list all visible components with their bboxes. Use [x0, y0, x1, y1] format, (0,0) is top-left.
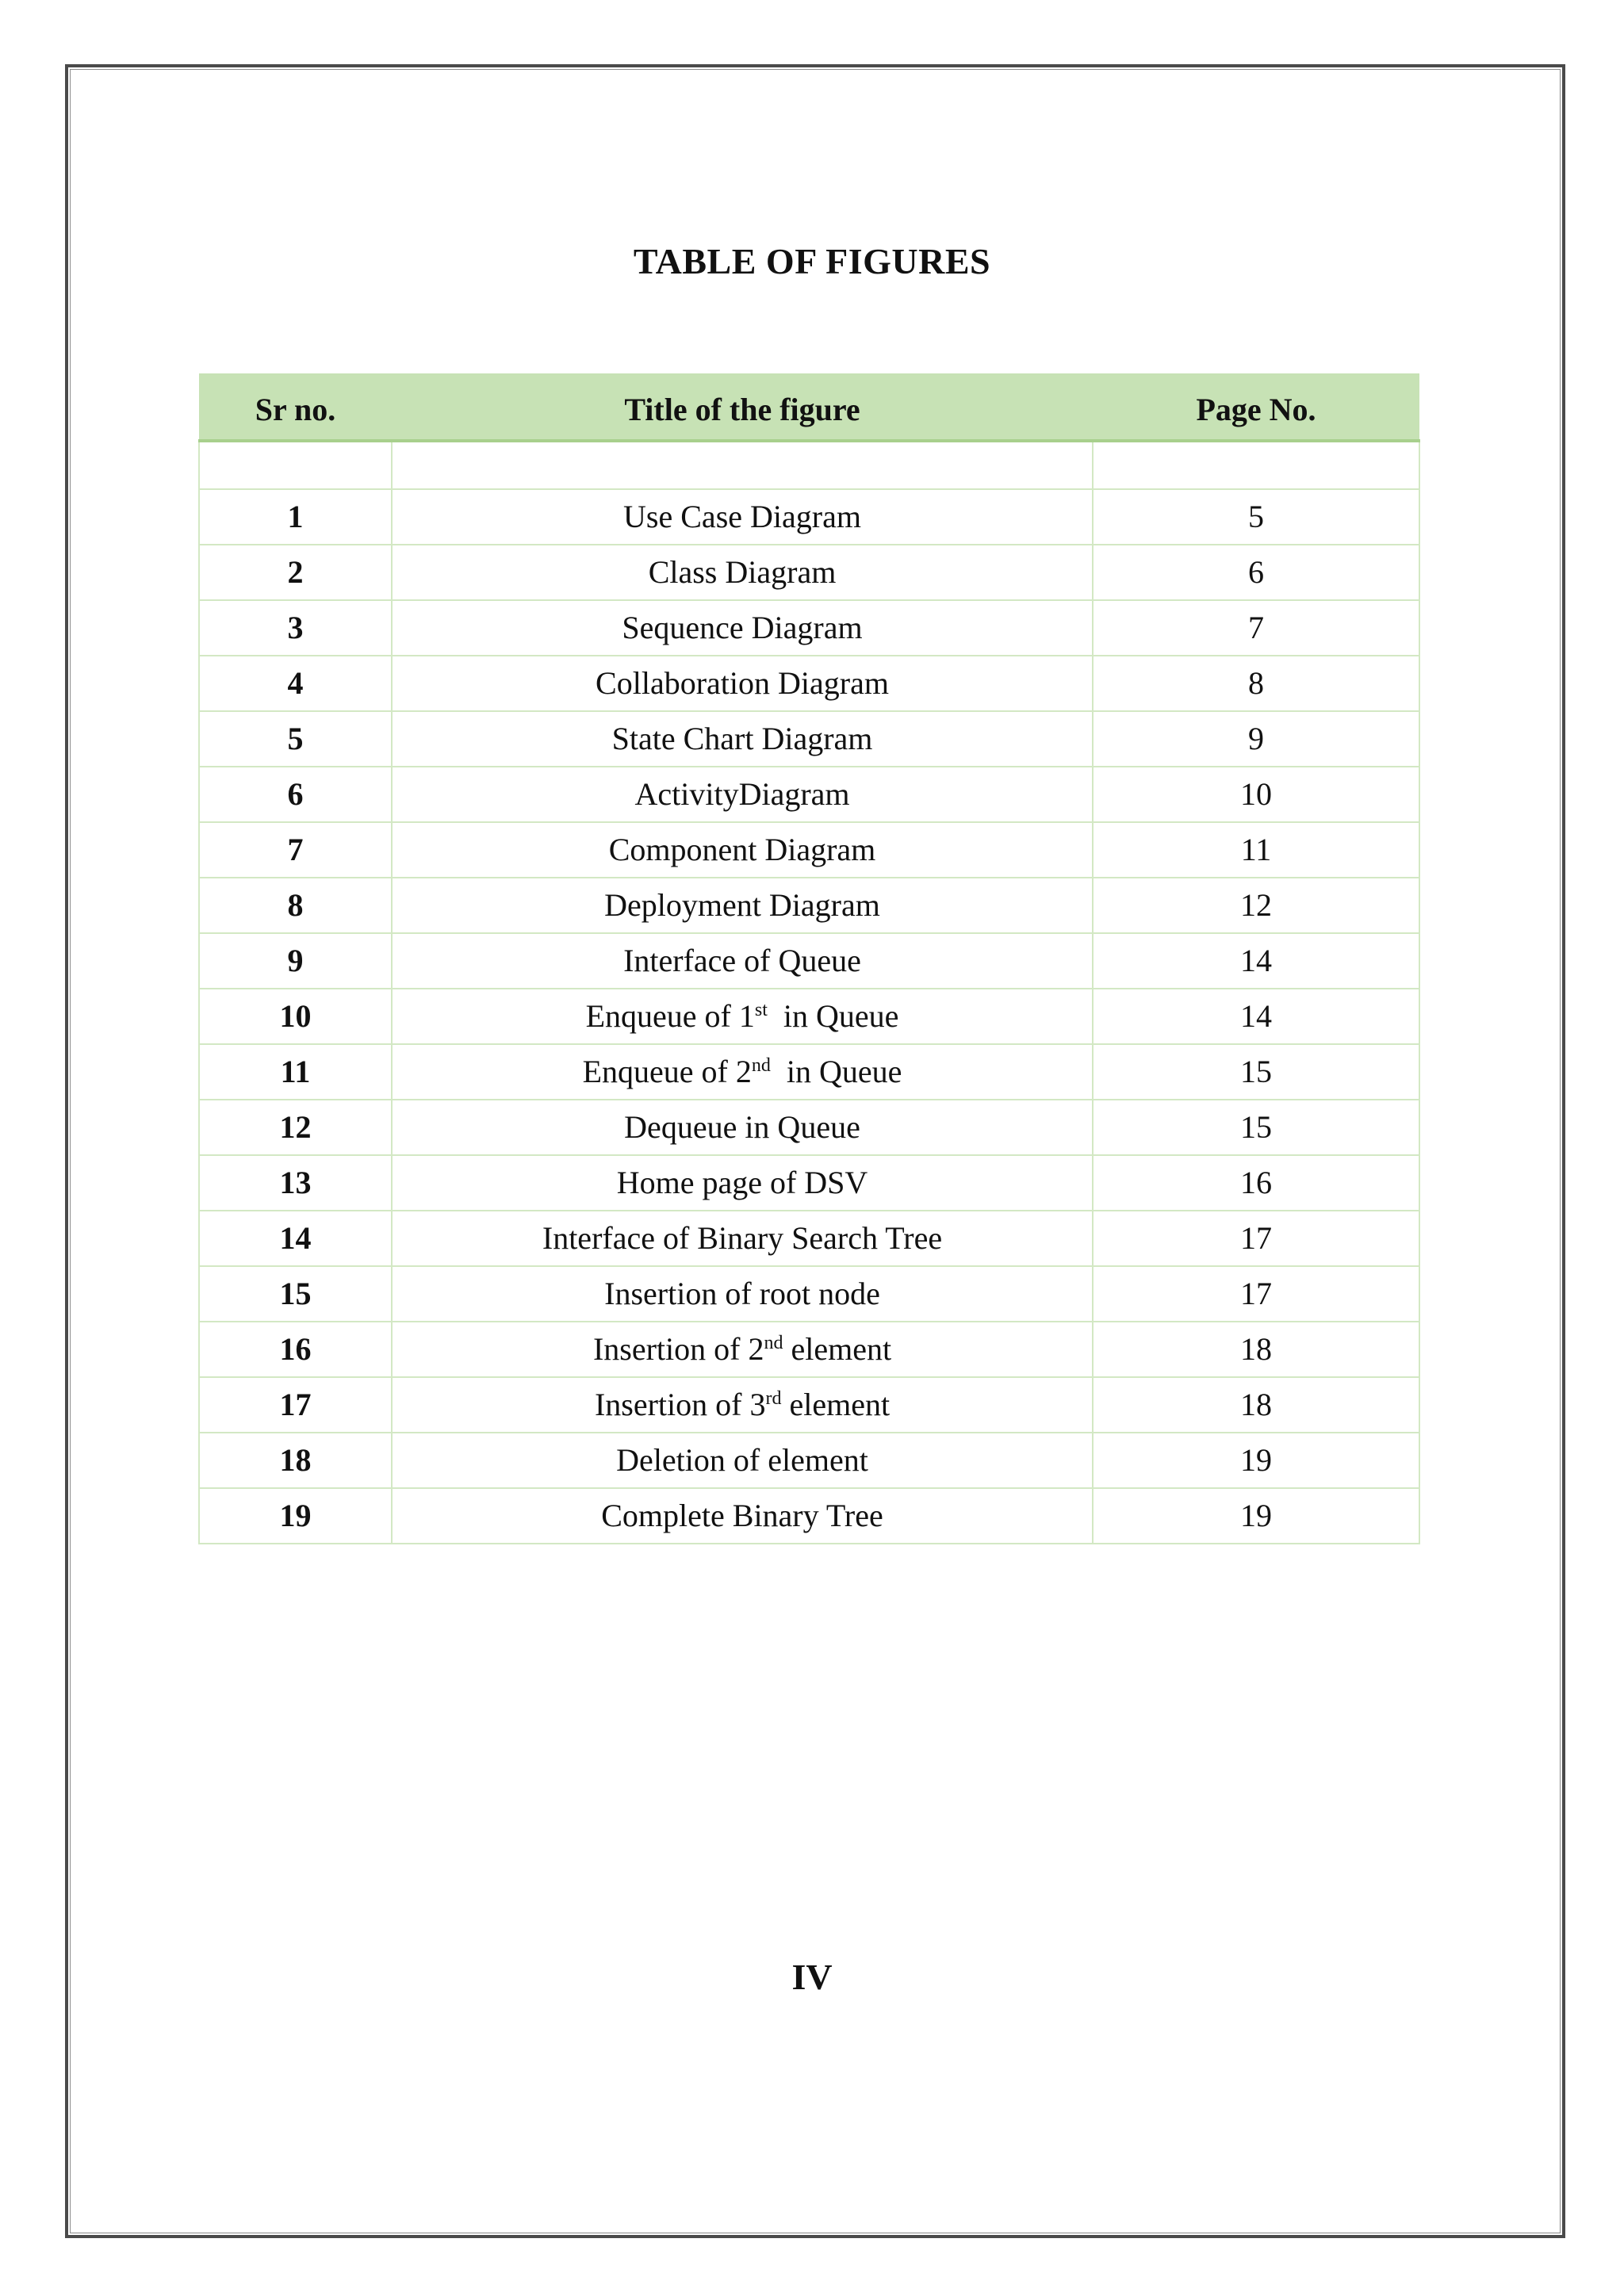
- figure-title-text: element: [783, 1331, 892, 1367]
- figure-title-text: element: [781, 1387, 891, 1422]
- ordinal-superscript: nd: [764, 1333, 783, 1353]
- figure-title-cell: [392, 1377, 1093, 1433]
- table-row: [199, 656, 1419, 711]
- header-row: [199, 373, 1419, 441]
- sr-no-cell: 5: [199, 711, 392, 767]
- figure-title-text: Enqueue of 1: [585, 998, 755, 1034]
- page-no-cell: 19: [1093, 1433, 1419, 1488]
- table-row: [199, 1322, 1419, 1377]
- table-row: [199, 1488, 1419, 1544]
- figure-title-cell: Insertion of root node: [392, 1266, 1093, 1322]
- table-header: [199, 373, 1419, 441]
- page-no-cell: 14: [1093, 989, 1419, 1044]
- page-title: TABLE OF FIGURES: [633, 241, 991, 281]
- sr-no-cell: 17: [199, 1377, 392, 1433]
- figure-title-text: Enqueue of 2: [582, 1054, 752, 1089]
- figure-title-cell: State Chart Diagram: [392, 711, 1093, 767]
- page-no-cell: 17: [1093, 1211, 1419, 1266]
- table-body: [199, 441, 1419, 1544]
- page-no-cell: 15: [1093, 1044, 1419, 1100]
- sr-no-cell: 11: [199, 1044, 392, 1100]
- table-row: [199, 878, 1419, 933]
- figure-title-text: in Queue: [767, 998, 899, 1034]
- figure-title-cell: Interface of Queue: [392, 933, 1093, 989]
- table-row: [199, 933, 1419, 989]
- figure-title-cell: Class Diagram: [392, 545, 1093, 600]
- table-row: [199, 1266, 1419, 1322]
- sr-no-cell: 7: [199, 822, 392, 878]
- table-row: [199, 711, 1419, 767]
- figure-title-text: Insertion of 2: [592, 1331, 764, 1367]
- figure-title-cell: Component Diagram: [392, 822, 1093, 878]
- page-no-cell: 11: [1093, 822, 1419, 878]
- table-row: [199, 489, 1419, 545]
- figure-title-cell: Interface of Binary Search Tree: [392, 1211, 1093, 1266]
- page-no-cell: 18: [1093, 1377, 1419, 1433]
- page-no-cell: 6: [1093, 545, 1419, 600]
- sr-no-cell: 18: [199, 1433, 392, 1488]
- ordinal-superscript: st: [754, 1000, 768, 1020]
- table-row: [199, 1433, 1419, 1488]
- figure-title-cell: Deletion of element: [392, 1433, 1093, 1488]
- sr-no-cell: 14: [199, 1211, 392, 1266]
- figure-title-cell: Collaboration Diagram: [392, 656, 1093, 711]
- empty-cell: [392, 441, 1093, 489]
- table-row: [199, 1155, 1419, 1211]
- figure-title-cell: Deployment Diagram: [392, 878, 1093, 933]
- sr-no-cell: 6: [199, 767, 392, 822]
- figure-title-cell: Complete Binary Tree: [392, 1488, 1093, 1544]
- sr-no-cell: 1: [199, 489, 392, 545]
- page-number: IV: [791, 1957, 833, 1997]
- page-no-cell: 10: [1093, 767, 1419, 822]
- table-row: [199, 1100, 1419, 1155]
- empty-cell: [199, 441, 392, 489]
- figure-title-cell: Home page of DSV: [392, 1155, 1093, 1211]
- ordinal-superscript: nd: [751, 1055, 771, 1076]
- table-row: [199, 822, 1419, 878]
- page-no-cell: 17: [1093, 1266, 1419, 1322]
- page-no-cell: 14: [1093, 933, 1419, 989]
- table-row: [199, 989, 1419, 1044]
- sr-no-cell: 8: [199, 878, 392, 933]
- sr-no-cell: 2: [199, 545, 392, 600]
- sr-no-cell: 12: [199, 1100, 392, 1155]
- page-no-cell: 12: [1093, 878, 1419, 933]
- figure-title-cell: [392, 989, 1093, 1044]
- table-row: [199, 1044, 1419, 1100]
- sr-no-cell: 4: [199, 656, 392, 711]
- page-no-cell: 7: [1093, 600, 1419, 656]
- table-row: [199, 1377, 1419, 1433]
- figure-title-cell: Sequence Diagram: [392, 600, 1093, 656]
- figure-title-cell: ActivityDiagram: [392, 767, 1093, 822]
- empty-cell: [1093, 441, 1419, 489]
- page-no-cell: 18: [1093, 1322, 1419, 1377]
- figure-title-text: in Queue: [770, 1054, 902, 1089]
- sr-no-cell: 13: [199, 1155, 392, 1211]
- header-sr-no: Sr no.: [199, 373, 392, 441]
- sr-no-cell: 19: [199, 1488, 392, 1544]
- page-no-cell: 19: [1093, 1488, 1419, 1544]
- header-page-no: Page No.: [1093, 373, 1419, 441]
- table-row: [199, 545, 1419, 600]
- page-no-cell: 16: [1093, 1155, 1419, 1211]
- figure-title-cell: Dequeue in Queue: [392, 1100, 1093, 1155]
- page-no-cell: 8: [1093, 656, 1419, 711]
- figure-title-cell: [392, 1322, 1093, 1377]
- figures-table: [198, 373, 1420, 1544]
- table-row: [199, 767, 1419, 822]
- sr-no-cell: 9: [199, 933, 392, 989]
- figure-title-text: Insertion of 3: [594, 1387, 766, 1422]
- page-no-cell: 15: [1093, 1100, 1419, 1155]
- sr-no-cell: 16: [199, 1322, 392, 1377]
- sr-no-cell: 3: [199, 600, 392, 656]
- empty-row: [199, 441, 1419, 489]
- header-title: Title of the figure: [392, 373, 1093, 441]
- page-no-cell: 9: [1093, 711, 1419, 767]
- figure-title-cell: Use Case Diagram: [392, 489, 1093, 545]
- figure-title-cell: [392, 1044, 1093, 1100]
- page-no-cell: 5: [1093, 489, 1419, 545]
- table-row: [199, 1211, 1419, 1266]
- sr-no-cell: 15: [199, 1266, 392, 1322]
- table-row: [199, 600, 1419, 656]
- sr-no-cell: 10: [199, 989, 392, 1044]
- ordinal-superscript: rd: [765, 1388, 782, 1409]
